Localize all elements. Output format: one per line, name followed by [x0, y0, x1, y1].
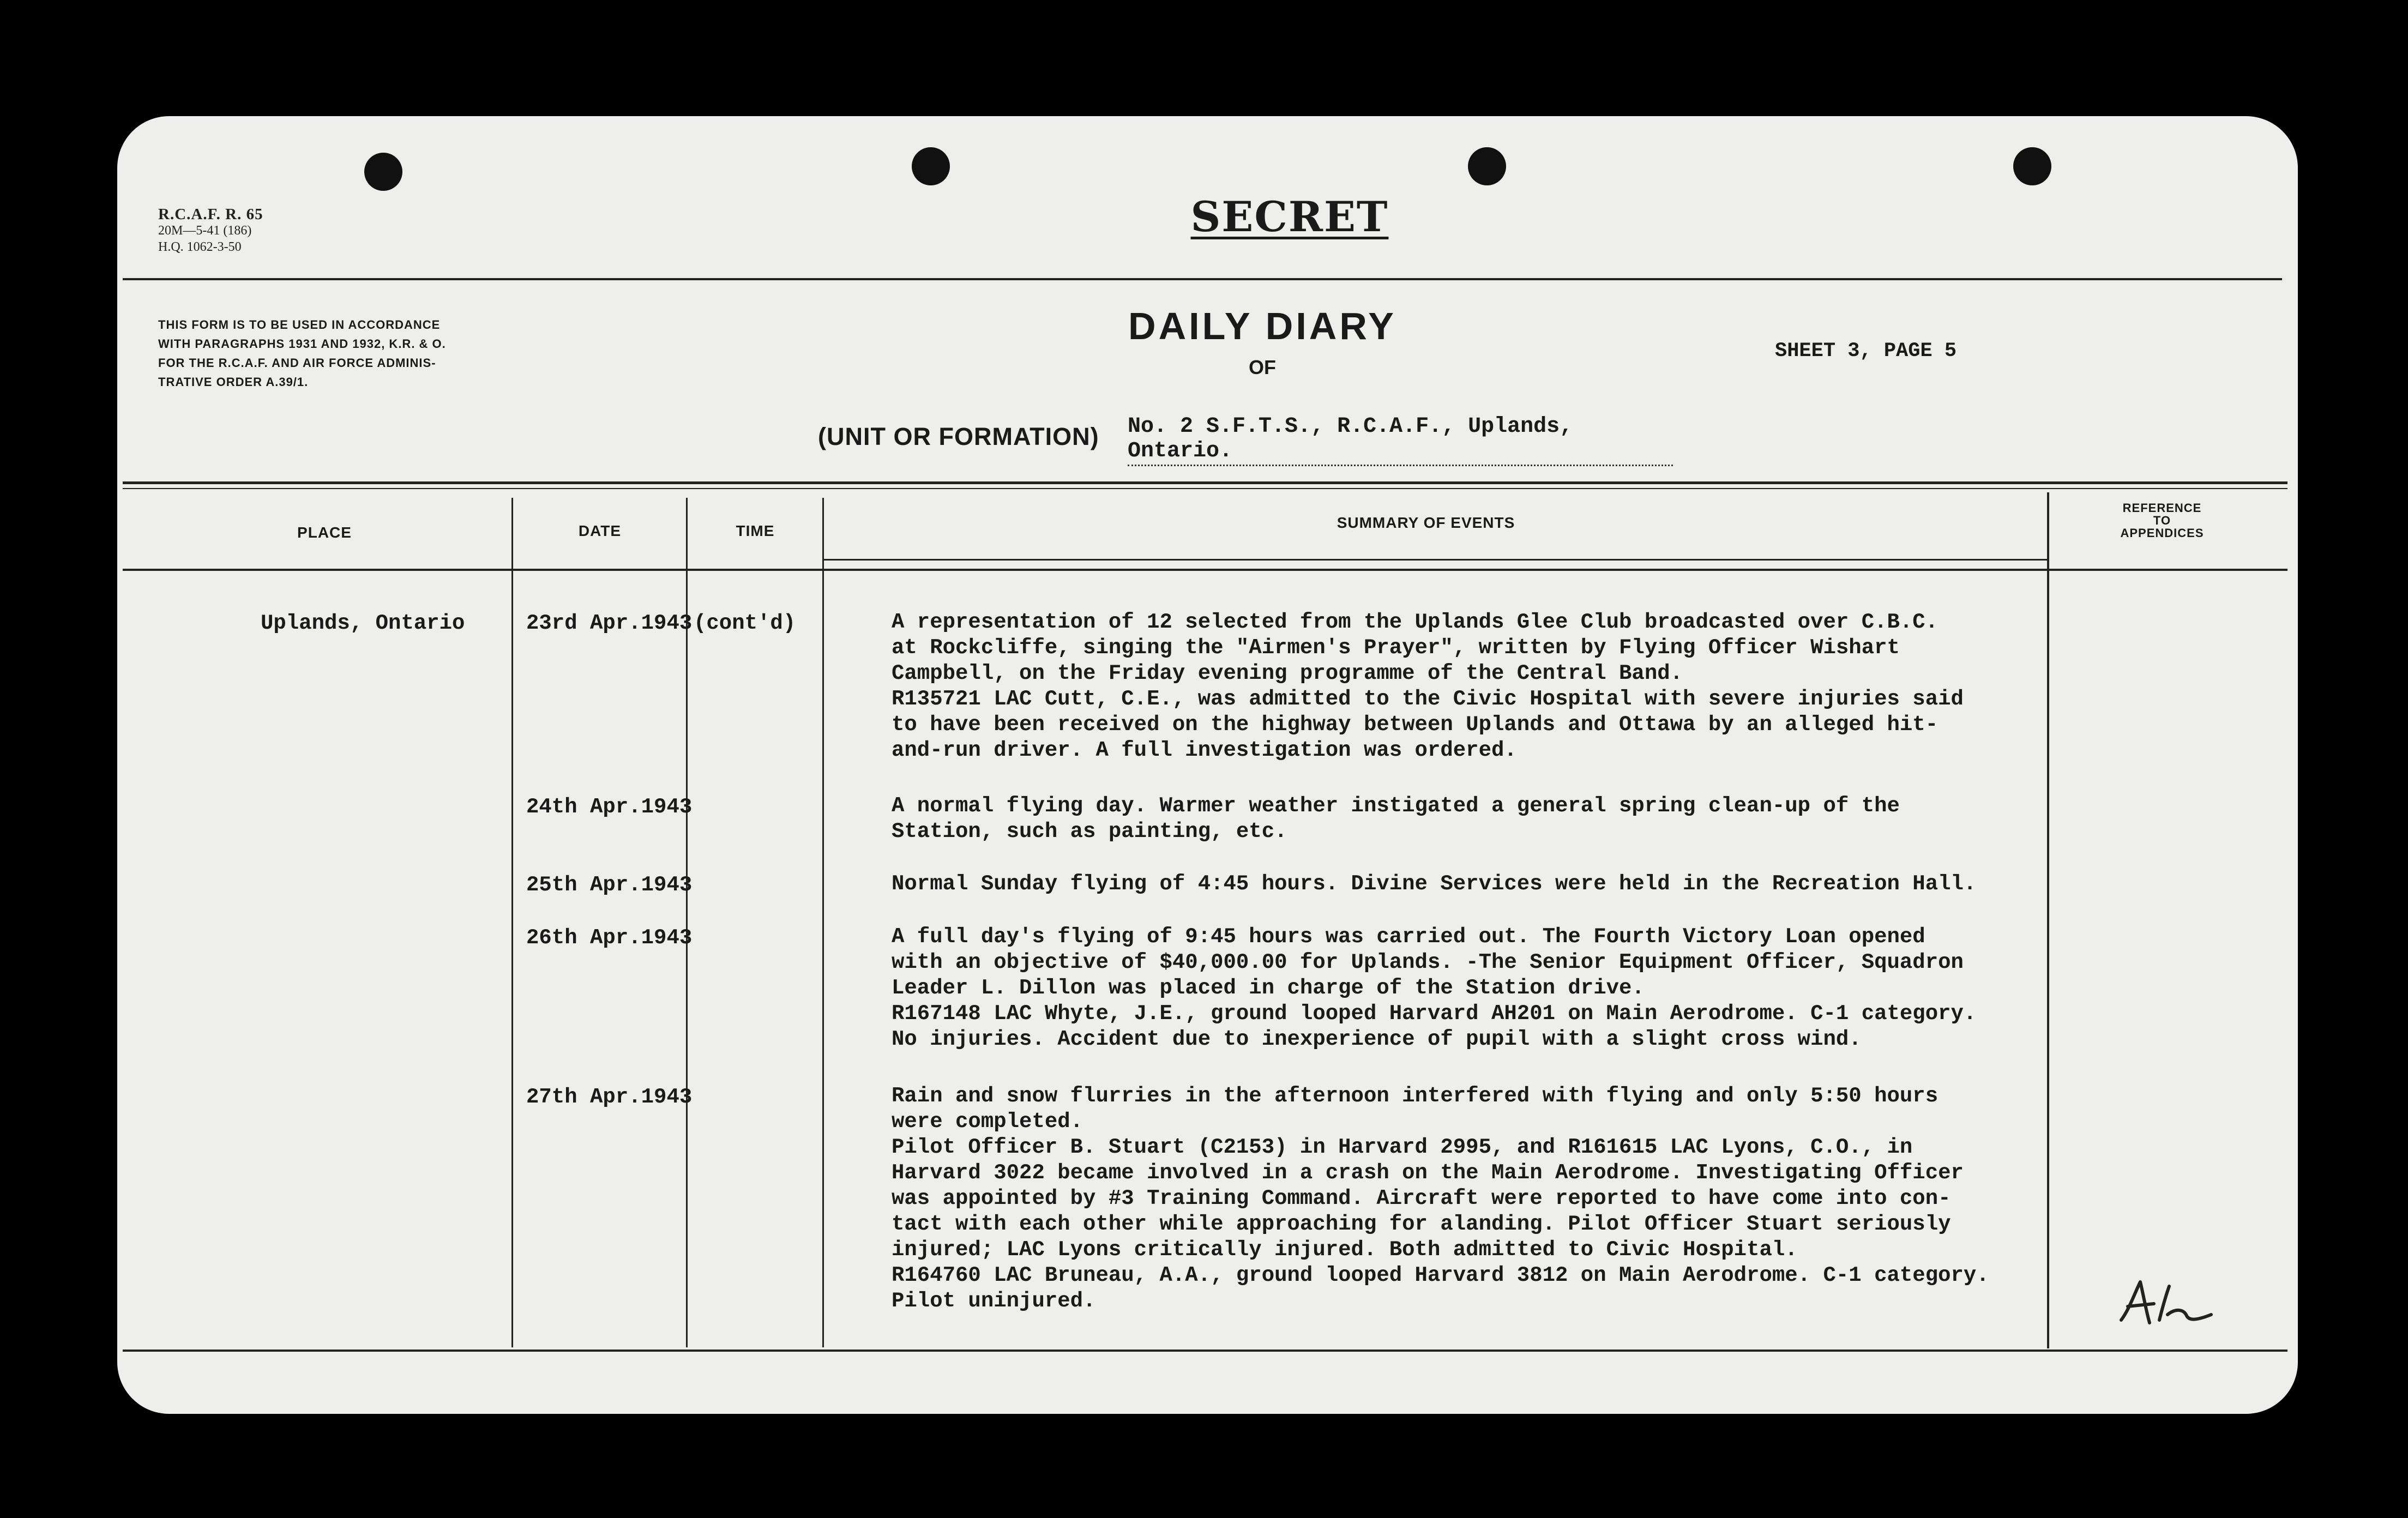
column-header-summary: SUMMARY OF EVENTS [1337, 514, 1515, 531]
entry-date: 27th Apr.1943 [526, 1085, 693, 1109]
column-header-reference [2080, 502, 2244, 539]
summary-line: to have been received on the highway between Uplands and Ottawa by an alleged hit- [892, 713, 1939, 737]
entry-date: 23rd Apr.1943 [526, 611, 693, 635]
handwritten-initials [2116, 1276, 2219, 1328]
summary-line: A normal flying day. Warmer weather instigated a general spring clean-up of the [892, 794, 1900, 818]
table-bottom-rule [123, 1350, 2287, 1352]
column-header-date: DATE [578, 522, 622, 539]
summary-line: at Rockcliffe, singing the "Airmen's Prayer", written by Flying Officer Wishart [892, 636, 1900, 660]
punch-hole [2013, 147, 2051, 185]
diary-form-card [117, 116, 2298, 1414]
summary-line: with an objective of $40,000.00 for Uplands. -The Senior Equipment Officer, Squadron [892, 950, 1964, 974]
summary-line: injured; LAC Lyons critically injured. Both admitted to Civic Hospital. [892, 1238, 1798, 1262]
summary-line: No injuries. Accident due to inexperience of pupil with a slight cross wind. [892, 1027, 1862, 1051]
entry-place: Uplands, Ontario [261, 611, 465, 635]
entry-summary [892, 793, 1900, 845]
column-header-rule [123, 569, 2287, 571]
notice-line: TRATIVE ORDER A.39/1. [158, 375, 309, 389]
summary-line: A representation of 12 selected from the Uplands Glee Club broadcasted over C.B.C. [892, 610, 1939, 634]
punch-hole [364, 153, 402, 191]
notice-line: THIS FORM IS TO BE USED IN ACCORDANCE [158, 318, 441, 332]
column-divider [511, 498, 513, 1347]
reference-header-line: TO [2153, 514, 2171, 527]
entry-summary [892, 1083, 1989, 1314]
table-top-rule [123, 481, 2287, 484]
table-top-rule-inner [123, 488, 2287, 489]
entry-summary [892, 871, 1976, 897]
summary-line: were completed. [892, 1110, 1083, 1134]
punch-hole [912, 147, 950, 185]
summary-line: Pilot Officer B. Stuart (C2153) in Harvard 2995, and R161615 LAC Lyons, C.O., in [892, 1135, 1913, 1159]
column-header-place: PLACE [297, 524, 352, 541]
page-title: DAILY DIARY [1128, 305, 1396, 347]
notice-line: WITH PARAGRAPHS 1931 AND 1932, K.R. & O. [158, 337, 446, 351]
unit-label: (UNIT OR FORMATION) [818, 423, 1099, 450]
punch-hole [1468, 147, 1506, 185]
summary-line: Normal Sunday flying of 4:45 hours. Divine Services were held in the Recreation Hall. [892, 872, 1977, 896]
column-header-time: TIME [736, 522, 775, 539]
summary-line: R167148 LAC Whyte, J.E., ground looped Harvard AH201 on Main Aerodrome. C-1 category. [892, 1002, 1977, 1026]
summary-line: R135721 LAC Cutt, C.E., was admitted to the Civic Hospital with severe injuries said [892, 687, 1964, 711]
reference-header-line: APPENDICES [2120, 526, 2204, 540]
form-code [158, 206, 263, 255]
sheet-page-number: SHEET 3, PAGE 5 [1775, 340, 1957, 363]
entry-summary [892, 924, 1976, 1052]
form-code-line: 20M—5-41 (186) [158, 224, 252, 238]
summary-line: Pilot uninjured. [892, 1289, 1096, 1313]
summary-line: R164760 LAC Bruneau, A.A., ground looped Harvard 3812 on Main Aerodrome. C-1 category. [892, 1263, 1989, 1287]
summary-line: Station, such as painting, etc. [892, 820, 1287, 844]
usage-notice [158, 315, 594, 391]
header-rule [123, 278, 2282, 280]
summary-header-rule [823, 559, 2048, 561]
form-code-line: H.Q. 1062-3-50 [158, 240, 242, 254]
reference-header-line: REFERENCE [2122, 501, 2202, 515]
entry-time: (cont'd) [694, 611, 796, 635]
form-code-line: R.C.A.F. R. 65 [158, 206, 263, 223]
classification-stamp: SECRET [1190, 192, 1389, 241]
summary-line: Rain and snow flurries in the afternoon interfered with flying and only 5:50 hours [892, 1084, 1939, 1108]
notice-line: FOR THE R.C.A.F. AND AIR FORCE ADMINIS- [158, 356, 436, 370]
column-divider [822, 498, 824, 1347]
summary-line: Harvard 3022 became involved in a crash on the Main Aerodrome. Investigating Officer [892, 1161, 1964, 1185]
summary-line: A full day's flying of 9:45 hours was carried out. The Fourth Victory Loan opened [892, 925, 1925, 949]
summary-line: Leader L. Dillon was placed in charge of the Station drive. [892, 976, 1645, 1000]
summary-line: and-run driver. A full investigation was ordered. [892, 738, 1517, 762]
entry-date: 24th Apr.1943 [526, 795, 693, 819]
unit-value: No. 2 S.F.T.S., R.C.A.F., Uplands, Ontario. [1128, 414, 1673, 466]
summary-line: Campbell, on the Friday evening programme of the Central Band. [892, 661, 1683, 685]
summary-line: was appointed by #3 Training Command. Aircraft were reported to have come into con- [892, 1186, 1951, 1210]
entry-date: 26th Apr.1943 [526, 926, 693, 950]
summary-line: tact with each other while approaching for alanding. Pilot Officer Stuart seriously [892, 1212, 1951, 1236]
entry-summary [892, 610, 1964, 763]
of-label: OF [1249, 356, 1276, 378]
column-divider [2047, 492, 2049, 1348]
entry-date: 25th Apr.1943 [526, 873, 693, 897]
